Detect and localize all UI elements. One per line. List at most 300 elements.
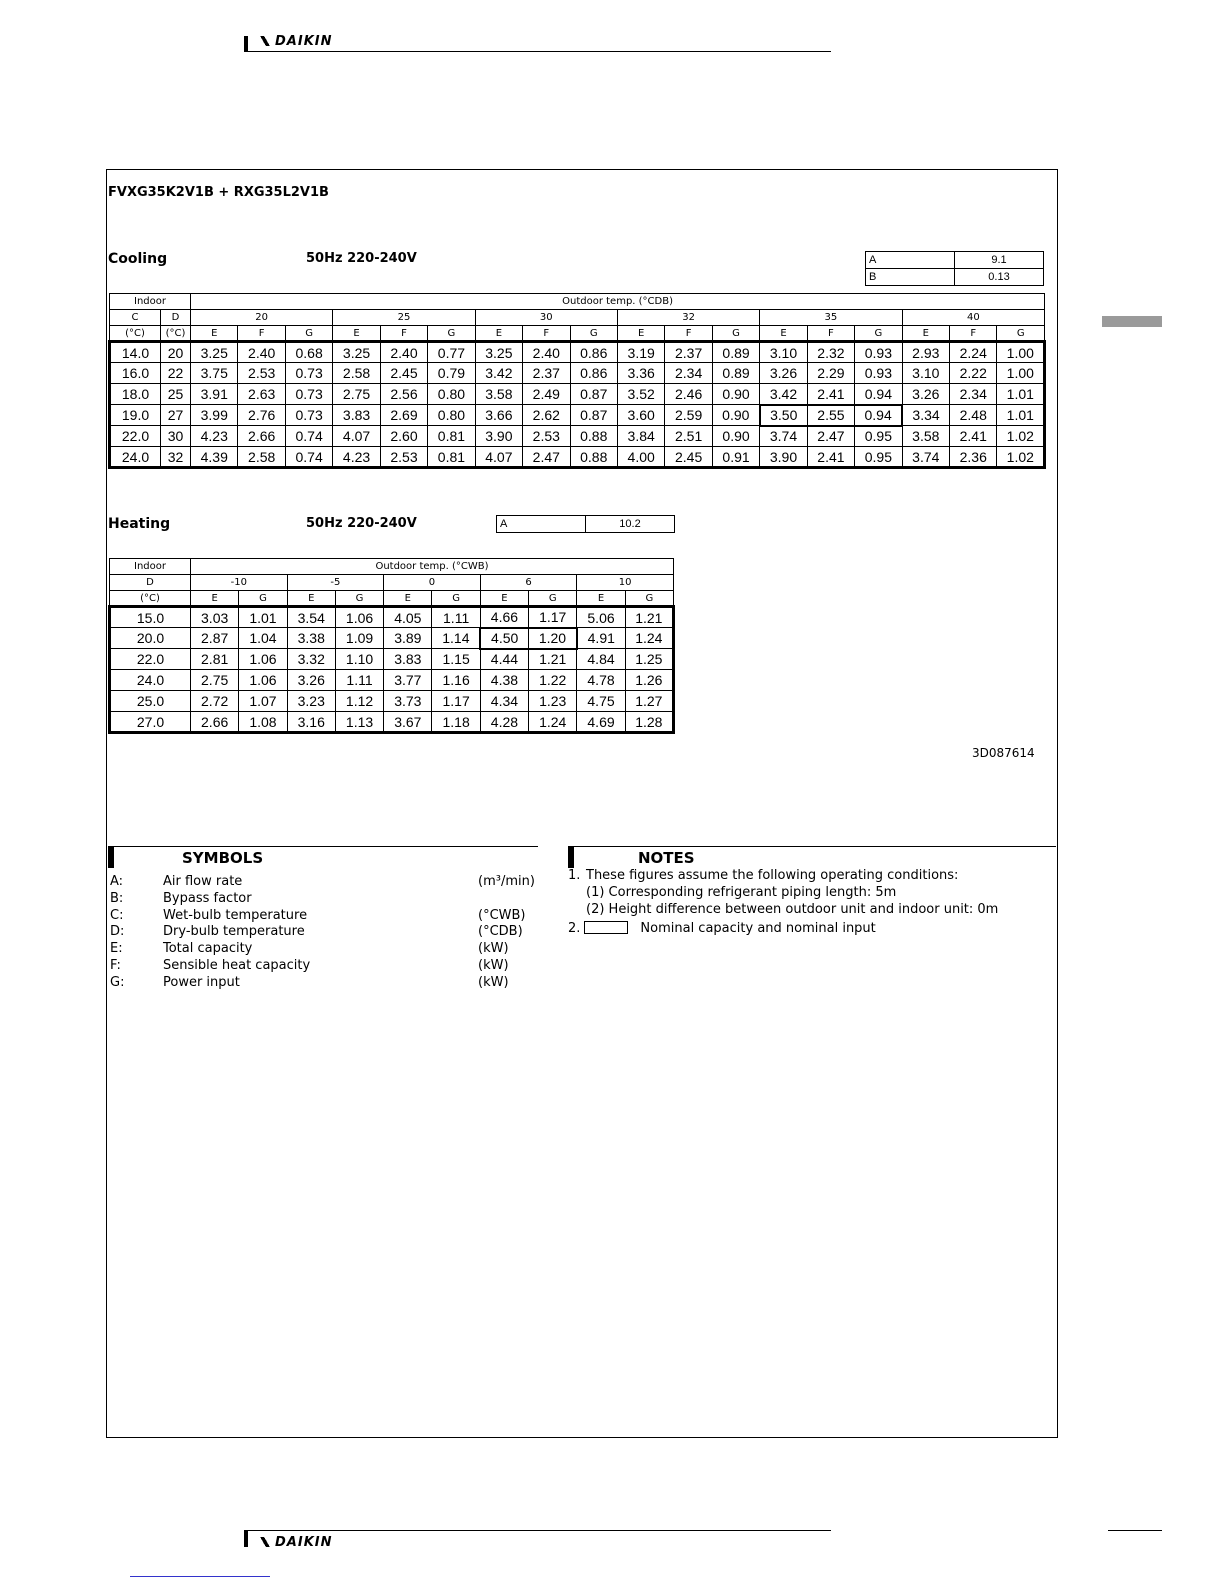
sub-col-header: G (855, 326, 902, 342)
indoor-db-cell: 20.0 (110, 628, 191, 649)
value-cell: 0.86 (570, 363, 617, 384)
heating-power: 50Hz 220-240V (306, 516, 417, 531)
value-cell: 2.22 (950, 363, 997, 384)
indoor-col-header: C (110, 310, 161, 326)
table-row (110, 405, 1045, 426)
value-cell: 3.23 (287, 691, 335, 712)
value-cell: 4.38 (480, 670, 528, 691)
value-cell: 2.75 (191, 670, 239, 691)
kv-key: B (866, 269, 955, 286)
value-cell: 1.24 (529, 712, 577, 733)
value-cell: 1.00 (997, 363, 1045, 384)
value-cell: 3.25 (475, 342, 522, 363)
value-cell: 3.38 (287, 628, 335, 649)
indoor-wb-cell: 16.0 (110, 363, 161, 384)
value-cell: 4.07 (475, 447, 522, 468)
value-cell: 0.95 (855, 447, 902, 468)
value-cell: 2.63 (238, 384, 285, 405)
value-cell: 1.13 (335, 712, 383, 733)
symbol-key: F: (110, 958, 121, 973)
value-cell: 1.01 (997, 405, 1045, 426)
value-cell: 2.34 (665, 363, 712, 384)
value-cell: 1.21 (625, 607, 673, 628)
value-cell: 3.32 (287, 649, 335, 670)
symbol-desc: Bypass factor (163, 890, 252, 906)
value-cell: 3.60 (617, 405, 664, 426)
value-cell: 0.74 (285, 426, 332, 447)
value-cell: 2.93 (902, 342, 949, 363)
sub-col-header: F (807, 326, 854, 342)
value-cell: 1.04 (239, 628, 287, 649)
sub-col-header: E (287, 591, 335, 607)
value-cell: 4.34 (480, 691, 528, 712)
value-cell: 4.66 (480, 607, 528, 628)
symbol-unit: (m³/min) (478, 874, 535, 889)
value-cell: 0.81 (428, 447, 475, 468)
sub-col-header: E (902, 326, 949, 342)
value-cell: 3.26 (287, 670, 335, 691)
indoor-db-cell: 22.0 (110, 649, 191, 670)
symbol-key: B: (110, 890, 124, 906)
indoor-db-cell: 25 (161, 384, 191, 405)
model-title: FVXG35K2V1B + RXG35L2V1B (108, 185, 329, 200)
value-cell: 3.54 (287, 607, 335, 628)
sub-col-header: F (665, 326, 712, 342)
symbol-key: C: (110, 907, 124, 923)
sub-col-header: G (529, 591, 577, 607)
value-cell: 2.76 (238, 405, 285, 426)
value-cell: 3.77 (384, 670, 432, 691)
indoor-db-cell: 20 (161, 342, 191, 363)
value-cell: 0.73 (285, 384, 332, 405)
value-cell: 3.10 (760, 342, 807, 363)
note-1b: (2) Height difference between outdoor unit and indoor unit: 0m (586, 902, 999, 917)
symbol-row (110, 941, 540, 958)
value-cell: 2.53 (380, 447, 427, 468)
value-cell: 4.50 (480, 628, 528, 649)
value-cell: 4.00 (617, 447, 664, 468)
value-cell: 2.81 (191, 649, 239, 670)
table-row (110, 342, 1045, 363)
sub-col-header: G (428, 326, 475, 342)
value-cell: 3.16 (287, 712, 335, 733)
value-cell: 1.09 (335, 628, 383, 649)
symbol-unit: (°CWB) (478, 907, 526, 923)
value-cell: 1.21 (529, 649, 577, 670)
value-cell: 1.12 (335, 691, 383, 712)
outdoor-temp-header: 40 (902, 310, 1045, 326)
value-cell: 3.36 (617, 363, 664, 384)
outdoor-temp-header: 30 (475, 310, 617, 326)
kv-row (866, 252, 1044, 269)
value-cell: 2.40 (238, 342, 285, 363)
outdoor-temp-header: 0 (384, 575, 481, 591)
heating-label: Heating (108, 516, 171, 532)
value-cell: 1.11 (335, 670, 383, 691)
notes-heading: NOTES (568, 846, 1056, 868)
value-cell: 0.90 (712, 384, 759, 405)
symbol-key: G: (110, 974, 125, 990)
value-cell: 1.07 (239, 691, 287, 712)
sub-col-header: G (335, 591, 383, 607)
value-cell: 3.67 (384, 712, 432, 733)
sub-col-header: G (625, 591, 673, 607)
value-cell: 3.99 (191, 405, 238, 426)
value-cell: 3.34 (902, 405, 949, 426)
value-cell: 2.34 (950, 384, 997, 405)
value-cell: 1.14 (432, 628, 480, 649)
footer-logo-bar (244, 1531, 248, 1547)
header-logo: DAIKIN (258, 34, 332, 49)
sub-col-header: E (577, 591, 625, 607)
value-cell: 2.40 (380, 342, 427, 363)
value-cell: 3.83 (333, 405, 380, 426)
value-cell: 1.20 (529, 628, 577, 649)
indoor-db-cell: 15.0 (110, 607, 191, 628)
header-row (110, 326, 1045, 342)
sub-col-header: F (523, 326, 570, 342)
unit-header: (°C) (161, 326, 191, 342)
header-row (110, 310, 1045, 326)
symbol-desc: Wet-bulb temperature (163, 907, 308, 923)
cooling-kv-table (865, 251, 1044, 286)
value-cell: 0.87 (570, 384, 617, 405)
kv-value: 10.2 (586, 516, 675, 533)
value-cell: 2.45 (665, 447, 712, 468)
symbols-heading: SYMBOLS (108, 846, 538, 868)
value-cell: 0.87 (570, 405, 617, 426)
sub-col-header: G (285, 326, 332, 342)
value-cell: 3.89 (384, 628, 432, 649)
indoor-wb-cell: 18.0 (110, 384, 161, 405)
unit-header: (°C) (110, 591, 191, 607)
value-cell: 3.42 (760, 384, 807, 405)
value-cell: 2.36 (950, 447, 997, 468)
outdoor-temp-header: -5 (287, 575, 384, 591)
note-2-number: 2. (568, 921, 581, 936)
value-cell: 0.77 (428, 342, 475, 363)
note-2-text: Nominal capacity and nominal input (640, 921, 876, 936)
value-cell: 1.27 (625, 691, 673, 712)
outdoor-temp-header: 6 (480, 575, 577, 591)
footer-link-underline (130, 1576, 270, 1577)
value-cell: 2.40 (523, 342, 570, 363)
daikin-mark-icon (258, 1537, 272, 1547)
value-cell: 0.90 (712, 426, 759, 447)
indoor-col-header: D (161, 310, 191, 326)
value-cell: 3.10 (902, 363, 949, 384)
value-cell: 1.06 (239, 649, 287, 670)
value-cell: 3.50 (760, 405, 807, 426)
indoor-header: Indoor (110, 294, 191, 310)
value-cell: 4.75 (577, 691, 625, 712)
value-cell: 1.26 (625, 670, 673, 691)
value-cell: 0.89 (712, 363, 759, 384)
value-cell: 0.94 (855, 405, 902, 426)
symbol-unit: (kW) (478, 941, 509, 957)
value-cell: 2.55 (807, 405, 854, 426)
value-cell: 4.44 (480, 649, 528, 670)
outdoor-header: Outdoor temp. (°CWB) (191, 559, 674, 575)
symbol-desc: Total capacity (163, 941, 253, 957)
value-cell: 0.79 (428, 363, 475, 384)
symbol-row (110, 975, 540, 992)
value-cell: 1.01 (239, 607, 287, 628)
note-2 (568, 921, 876, 936)
value-cell: 0.93 (855, 363, 902, 384)
symbol-key: D: (110, 924, 125, 940)
table-row (110, 712, 674, 733)
value-cell: 1.24 (625, 628, 673, 649)
sub-col-header: F (238, 326, 285, 342)
header-row (110, 575, 674, 591)
value-cell: 2.49 (523, 384, 570, 405)
footer-rule (244, 1530, 831, 1531)
value-cell: 1.22 (529, 670, 577, 691)
note-1-number: 1. (568, 868, 581, 883)
value-cell: 1.01 (997, 384, 1045, 405)
drawing-code: 3D087614 (972, 746, 1035, 760)
outdoor-header: Outdoor temp. (°CDB) (191, 294, 1045, 310)
header-row (110, 559, 674, 575)
value-cell: 4.05 (384, 607, 432, 628)
value-cell: 3.90 (760, 447, 807, 468)
symbol-desc: Dry-bulb temperature (163, 924, 305, 940)
sub-col-header: E (333, 326, 380, 342)
table-row (110, 670, 674, 691)
value-cell: 0.91 (712, 447, 759, 468)
value-cell: 1.23 (529, 691, 577, 712)
value-cell: 4.07 (333, 426, 380, 447)
outdoor-temp-header: 35 (760, 310, 902, 326)
sub-col-header: G (239, 591, 287, 607)
value-cell: 2.66 (191, 712, 239, 733)
value-cell: 0.74 (285, 447, 332, 468)
daikin-mark-icon (258, 36, 272, 46)
table-row (110, 607, 674, 628)
value-cell: 0.81 (428, 426, 475, 447)
value-cell: 3.19 (617, 342, 664, 363)
value-cell: 3.58 (902, 426, 949, 447)
value-cell: 3.73 (384, 691, 432, 712)
value-cell: 2.66 (238, 426, 285, 447)
outdoor-temp-header: 10 (577, 575, 674, 591)
value-cell: 0.80 (428, 405, 475, 426)
value-cell: 4.23 (333, 447, 380, 468)
value-cell: 3.25 (191, 342, 238, 363)
value-cell: 0.73 (285, 405, 332, 426)
table-row (110, 384, 1045, 405)
value-cell: 2.72 (191, 691, 239, 712)
value-cell: 1.06 (239, 670, 287, 691)
indoor-col-header: D (110, 575, 191, 591)
table-row (110, 363, 1045, 384)
value-cell: 0.95 (855, 426, 902, 447)
value-cell: 2.51 (665, 426, 712, 447)
value-cell: 2.29 (807, 363, 854, 384)
value-cell: 3.26 (760, 363, 807, 384)
header-logo-bar (244, 36, 248, 52)
value-cell: 2.37 (523, 363, 570, 384)
value-cell: 1.28 (625, 712, 673, 733)
nominal-box-icon (584, 921, 628, 934)
sub-col-header: E (384, 591, 432, 607)
value-cell: 0.80 (428, 384, 475, 405)
value-cell: 1.18 (432, 712, 480, 733)
value-cell: 3.25 (333, 342, 380, 363)
value-cell: 1.17 (529, 607, 577, 628)
footer-logo: DAIKIN (258, 1535, 332, 1550)
value-cell: 2.37 (665, 342, 712, 363)
value-cell: 1.16 (432, 670, 480, 691)
value-cell: 5.06 (577, 607, 625, 628)
kv-row (866, 269, 1044, 286)
value-cell: 2.53 (238, 363, 285, 384)
indoor-db-cell: 24.0 (110, 670, 191, 691)
indoor-wb-cell: 24.0 (110, 447, 161, 468)
value-cell: 2.59 (665, 405, 712, 426)
value-cell: 2.41 (807, 447, 854, 468)
value-cell: 0.68 (285, 342, 332, 363)
kv-row (497, 516, 675, 533)
value-cell: 3.90 (475, 426, 522, 447)
sub-col-header: G (570, 326, 617, 342)
value-cell: 2.46 (665, 384, 712, 405)
value-cell: 4.23 (191, 426, 238, 447)
sub-col-header: E (760, 326, 807, 342)
outdoor-temp-header: 20 (191, 310, 333, 326)
value-cell: 3.26 (902, 384, 949, 405)
value-cell: 2.32 (807, 342, 854, 363)
value-cell: 1.10 (335, 649, 383, 670)
value-cell: 3.91 (191, 384, 238, 405)
outdoor-temp-header: 32 (617, 310, 759, 326)
footer-right-rule (1108, 1530, 1162, 1531)
value-cell: 3.03 (191, 607, 239, 628)
sub-col-header: G (712, 326, 759, 342)
value-cell: 1.15 (432, 649, 480, 670)
kv-value: 0.13 (955, 269, 1044, 286)
value-cell: 2.45 (380, 363, 427, 384)
sub-col-header: E (191, 326, 238, 342)
heating-table (108, 558, 675, 734)
sub-col-header: F (380, 326, 427, 342)
value-cell: 0.86 (570, 342, 617, 363)
table-row (110, 628, 674, 649)
sub-col-header: E (480, 591, 528, 607)
header-row (110, 294, 1045, 310)
value-cell: 2.56 (380, 384, 427, 405)
indoor-db-cell: 27.0 (110, 712, 191, 733)
cooling-label: Cooling (108, 251, 168, 267)
indoor-header: Indoor (110, 559, 191, 575)
value-cell: 3.84 (617, 426, 664, 447)
symbol-row (110, 908, 540, 925)
indoor-db-cell: 22 (161, 363, 191, 384)
cooling-power: 50Hz 220-240V (306, 251, 417, 266)
value-cell: 0.90 (712, 405, 759, 426)
value-cell: 4.78 (577, 670, 625, 691)
value-cell: 2.47 (523, 447, 570, 468)
value-cell: 2.58 (333, 363, 380, 384)
value-cell: 2.41 (807, 384, 854, 405)
value-cell: 0.89 (712, 342, 759, 363)
kv-value: 9.1 (955, 252, 1044, 269)
table-row (110, 691, 674, 712)
value-cell: 1.02 (997, 447, 1045, 468)
heating-kv-table (496, 515, 675, 533)
value-cell: 0.88 (570, 426, 617, 447)
value-cell: 4.69 (577, 712, 625, 733)
sub-col-header: G (997, 326, 1045, 342)
value-cell: 0.94 (855, 384, 902, 405)
indoor-wb-cell: 22.0 (110, 426, 161, 447)
value-cell: 3.66 (475, 405, 522, 426)
note-1: These figures assume the following operating conditions: (586, 868, 959, 883)
table-row (110, 426, 1045, 447)
symbol-key: A: (110, 874, 124, 889)
symbol-row (110, 874, 540, 891)
value-cell: 2.53 (523, 426, 570, 447)
value-cell: 2.47 (807, 426, 854, 447)
header-rule (244, 51, 831, 52)
value-cell: 0.88 (570, 447, 617, 468)
value-cell: 3.74 (760, 426, 807, 447)
unit-header: (°C) (110, 326, 161, 342)
value-cell: 3.75 (191, 363, 238, 384)
value-cell: 3.83 (384, 649, 432, 670)
note-1a: (1) Corresponding refrigerant piping length: 5m (586, 885, 897, 900)
value-cell: 2.62 (523, 405, 570, 426)
symbol-unit: (kW) (478, 958, 509, 973)
value-cell: 2.48 (950, 405, 997, 426)
value-cell: 2.75 (333, 384, 380, 405)
symbol-key: E: (110, 941, 123, 957)
value-cell: 0.93 (855, 342, 902, 363)
value-cell: 2.69 (380, 405, 427, 426)
symbol-desc: Air flow rate (163, 874, 243, 889)
symbol-row (110, 891, 540, 908)
value-cell: 0.73 (285, 363, 332, 384)
header-row (110, 591, 674, 607)
value-cell: 3.58 (475, 384, 522, 405)
cooling-table (108, 293, 1046, 469)
kv-key: A (497, 516, 586, 533)
symbol-unit: (kW) (478, 974, 509, 990)
value-cell: 1.25 (625, 649, 673, 670)
value-cell: 4.84 (577, 649, 625, 670)
outdoor-temp-header: -10 (191, 575, 288, 591)
value-cell: 2.60 (380, 426, 427, 447)
sub-col-header: E (191, 591, 239, 607)
value-cell: 1.17 (432, 691, 480, 712)
kv-key: A (866, 252, 955, 269)
value-cell: 2.24 (950, 342, 997, 363)
symbol-desc: Sensible heat capacity (163, 958, 311, 973)
symbol-desc: Power input (163, 974, 240, 990)
value-cell: 2.87 (191, 628, 239, 649)
indoor-db-cell: 27 (161, 405, 191, 426)
value-cell: 1.11 (432, 607, 480, 628)
table-row (110, 649, 674, 670)
value-cell: 4.39 (191, 447, 238, 468)
indoor-db-cell: 25.0 (110, 691, 191, 712)
indoor-wb-cell: 14.0 (110, 342, 161, 363)
indoor-wb-cell: 19.0 (110, 405, 161, 426)
symbol-row (110, 924, 540, 941)
value-cell: 4.28 (480, 712, 528, 733)
sub-col-header: E (475, 326, 522, 342)
